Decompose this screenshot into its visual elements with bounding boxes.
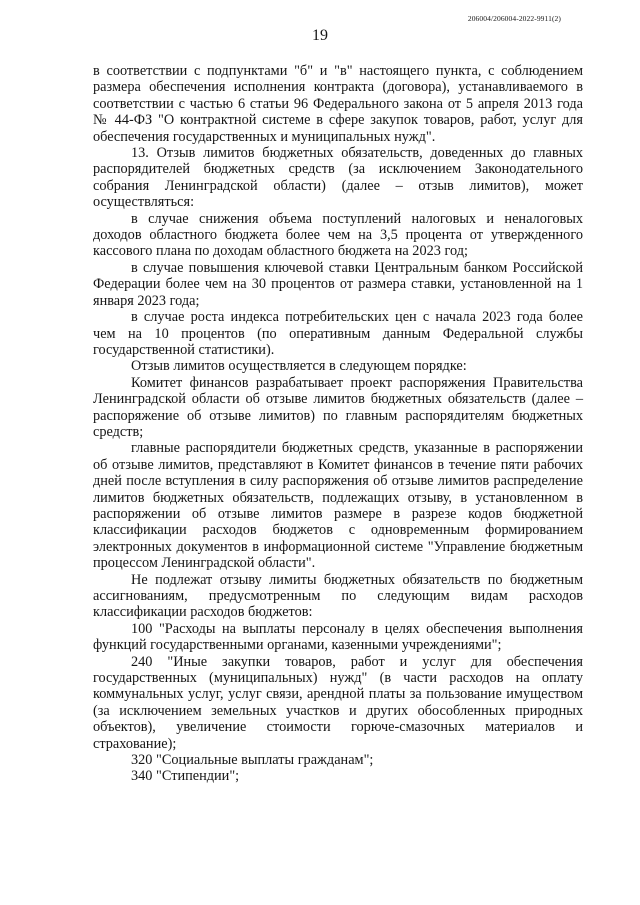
paragraph-condition-key-rate: в случае повышения ключевой ставки Центральным банком Российской Федерации более чем на 30 процентов от размера ставки, установленной на 1 января 2023 года; (93, 259, 583, 309)
paragraph-not-subject: Не подлежат отзыву лимиты бюджетных обязательств по бюджетным ассигнованиям, предусмотренным по следующим видам расходов классификации расходов бюджетов: (93, 571, 583, 621)
paragraph-code-100: 100 "Расходы на выплаты персоналу в целях обеспечения выполнения функций государственными органами, казенными учреждениями"; (93, 620, 583, 654)
document-body (93, 63, 583, 785)
paragraph-code-320: 320 "Социальные выплаты гражданам"; (131, 752, 374, 769)
page-number: 19 (312, 27, 328, 44)
paragraph-main-managers: главные распорядители бюджетных средств, указанные в распоряжении об отзыве лимитов, представляют в Комитет финансов в течение пяти рабочих дней после вступления в силу распоряжения об отзыве лимитов распределение лимитов бюджетных обязательств, подлежащих отзыву, в установленном в распоряжении об отзыве лимитов размере в разрезе кодов бюджетной классификации расходов бюджетов с одновременным формированием электронных документов в информационной системе "Управление бюджетным процессом Ленинградской области". (93, 440, 583, 572)
paragraph-continuation: в соответствии с подпунктами "б" и "в" настоящего пункта, с соблюдением размера обеспечения исполнения контракта (договора), устанавливаемого в соответствии с частью 6 статьи 96 Федерального закона от 5 апреля 2013 года № 44-ФЗ "О контрактной системе в сфере закупок товаров, работ, услуг для обеспечения государственных и муниципальных нужд". (93, 63, 583, 145)
document-code: 206004/206004-2022-9911(2) (467, 14, 561, 23)
paragraph-finance-committee: Комитет финансов разрабатывает проект распоряжения Правительства Ленинградской области об отзыве лимитов бюджетных обязательств (далее – распоряжение об отзыве лимитов) по главным распорядителям бюджетных средств; (93, 374, 583, 440)
paragraph-condition-revenue: в случае снижения объема поступлений налоговых и неналоговых доходов областного бюджета более чем на 3,5 процента от утвержденного кассового плана по доходам областного бюджета на 2023 год; (93, 210, 583, 260)
paragraph-code-340: 340 "Стипендии"; (131, 768, 240, 785)
paragraph-procedure-intro: Отзыв лимитов осуществляется в следующем порядке: (131, 358, 467, 375)
paragraph-item-13: 13. Отзыв лимитов бюджетных обязательств, доведенных до главных распорядителей бюджетных средств (за исключением Законодательного собрания Ленинградской области) (далее – отзыв лимитов), может осуществляться: (93, 145, 583, 211)
paragraph-condition-cpi: в случае роста индекса потребительских цен с начала 2023 года более чем на 10 процентов (по оперативным данным Федеральной службы государственной статистики). (93, 309, 583, 358)
paragraph-code-240: 240 "Иные закупки товаров, работ и услуг для обеспечения государственных (муниципальных) нужд" (в части расходов на оплату коммунальных услуг, услуг связи, арендной платы за пользование имуществом (за исключением земельных участков и других обособленных природных объектов), увеличение стоимости горюче-смазочных материалов и страхование); (93, 653, 583, 752)
